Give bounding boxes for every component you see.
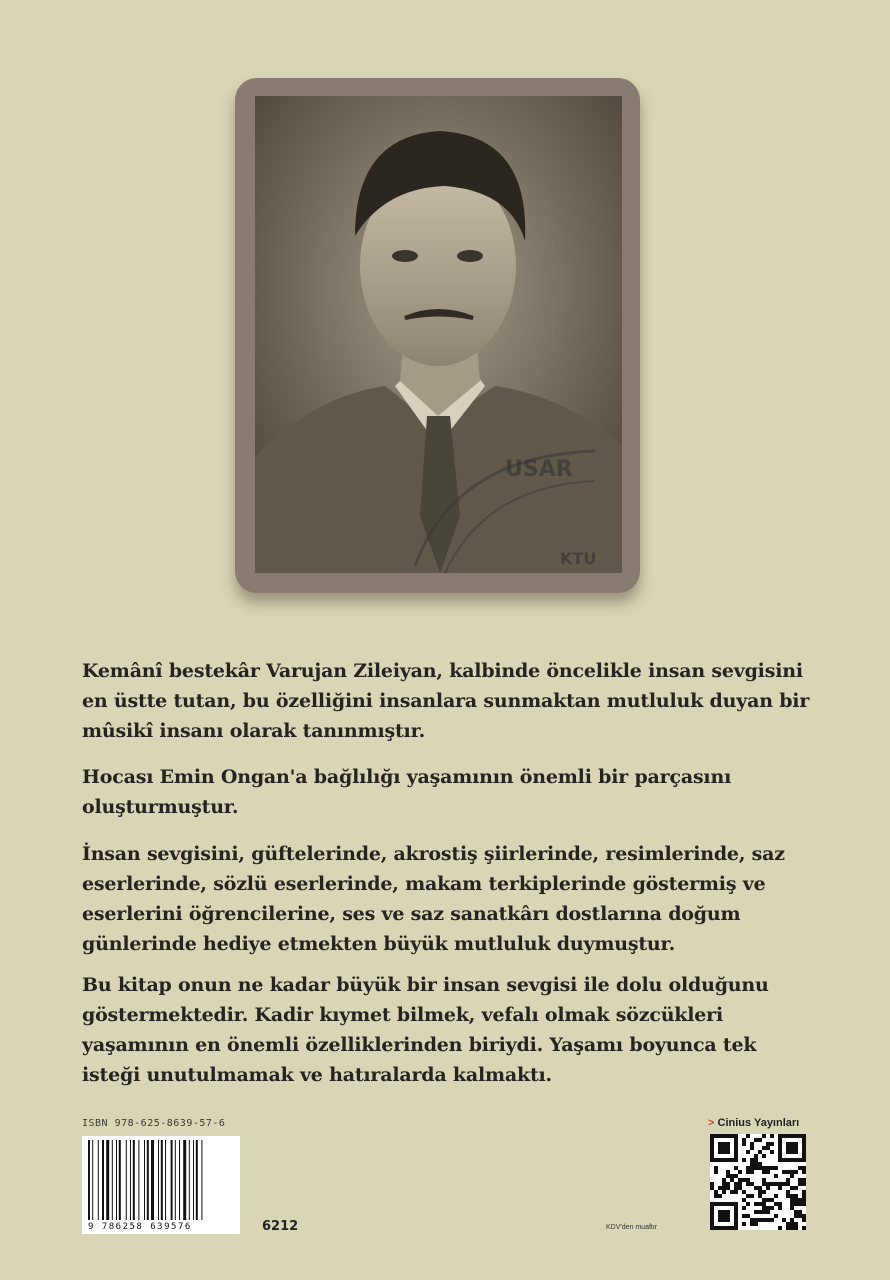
- paragraph-2: Hocası Emin Ongan'a bağlılığı yaşamının önemli bir parçasını oluşturmuştur.: [82, 766, 732, 818]
- paragraph-1: Kemânî bestekâr Varujan Zileiyan, kalbinde öncelikle insan sevgisini en üstte tutan, bu özelliğini insanlara sunmaktan mutluluk duyan bir mûsikî insanı olarak tanınmıştır.: [82, 660, 810, 742]
- stamp-text: USAR: [505, 457, 573, 482]
- publisher-arrow-icon: >: [708, 1117, 715, 1129]
- price-note: KDV'den muaftır: [606, 1224, 658, 1231]
- paragraph-3: İnsan sevgisini, güftelerinde, akrostiş şiirlerinde, resimlerinde, saz eserlerinde, sözlü eserlerinde, makam terkiplerinde göstermiş ve eserlerini öğrencilerine, ses ve saz sanatkârı dostlarına doğum günlerinde hediye etmekten büyük mutluluk duymuştur.: [82, 843, 785, 955]
- qr-code-icon: [710, 1134, 806, 1230]
- author-portrait: [255, 96, 622, 573]
- paragraph-4: Bu kitap onun ne kadar büyük bir insan sevgisi ile dolu olduğunu göstermektedir. Kadir kıymet bilmek, vefalı olmak sözcükleri yaşamının en önemli özelliklerinden biriydi. Yaşamı boyunca tek isteği unutulmamak ve hatıralarda kalmaktı.: [82, 974, 769, 1086]
- barcode: [82, 1136, 240, 1234]
- isbn-label: ISBN 978-625-8639-57-6: [82, 1118, 226, 1129]
- publisher-logo: [708, 1117, 799, 1129]
- stamp-text-2: KTU: [560, 549, 597, 568]
- barcode-number: 9 786258 639576: [88, 1222, 192, 1232]
- publisher-name: Cinius Yayınları: [717, 1117, 800, 1129]
- photo-frame: [235, 78, 640, 593]
- product-code: 6212: [262, 1219, 299, 1234]
